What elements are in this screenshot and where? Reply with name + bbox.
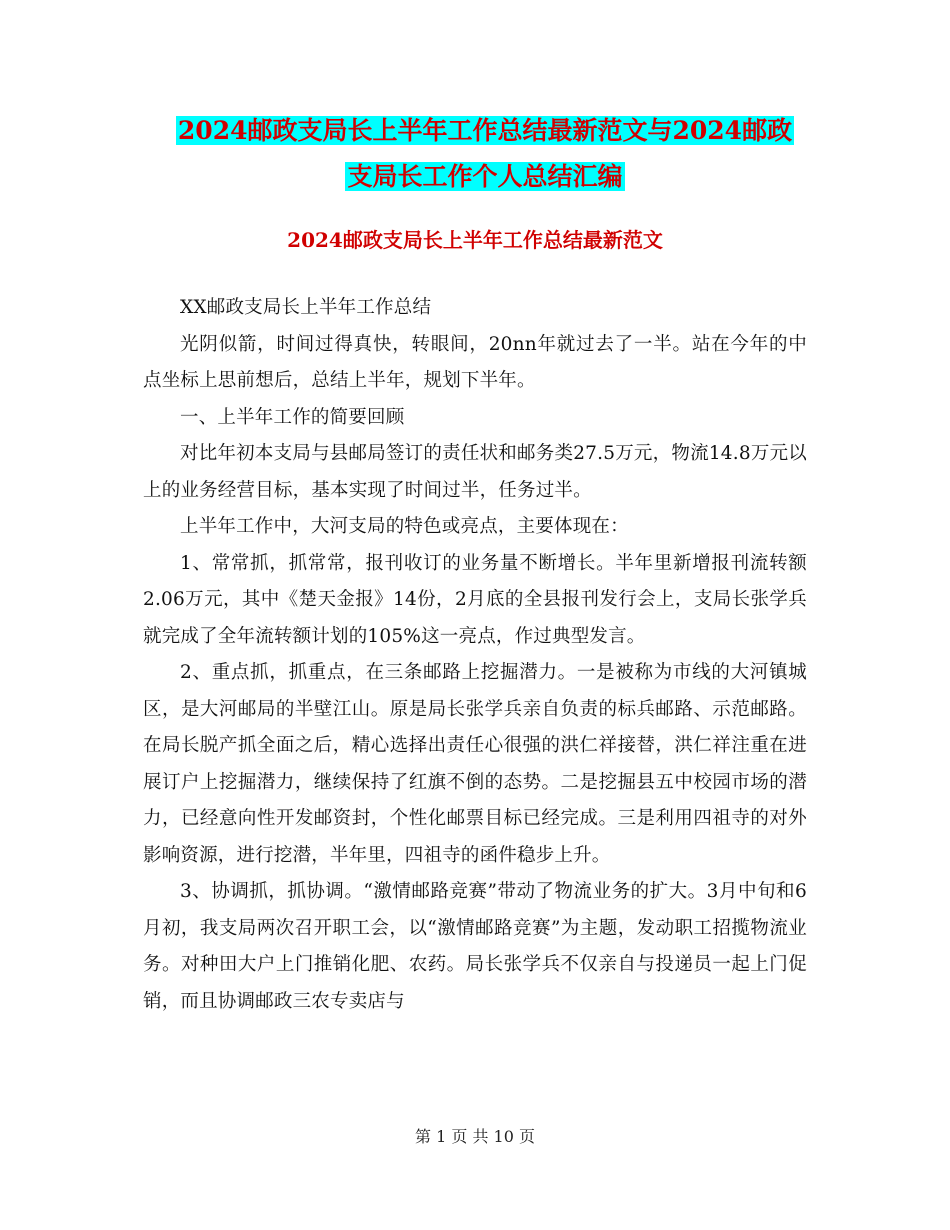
document-title — [140, 108, 830, 200]
paragraph: 1、常常抓，抓常常，报刊收订的业务量不断增长。半年里新增报刊流转额2.06万元，其中《楚天金报》14份，2月底的全县报刊发行会上，支局长张学兵就完成了全年流转额计划的105%这一亮点，作过典型发言。 — [143, 552, 807, 647]
section-heading: 2024邮政支局长上半年工作总结最新范文 — [287, 228, 663, 252]
title-line-2: 支局长工作个人总结汇编 — [347, 162, 623, 191]
title-line-1: 2024邮政支局长上半年工作总结最新范文与2024邮政 — [177, 116, 793, 145]
paragraph: 上半年工作中，大河支局的特色或亮点，主要体现在： — [180, 516, 629, 537]
paragraph: 光阴似箭，时间过得真快，转眼间，20nn年就过去了一半。站在今年的中点坐标上思前想后，总结上半年，规划下半年。 — [143, 333, 807, 391]
paragraph: 一、上半年工作的简要回顾 — [180, 406, 405, 428]
paragraph: XX邮政支局长上半年工作总结 — [180, 297, 432, 318]
document-body — [143, 290, 807, 1020]
page-footer: 第 1 页 共 10 页 — [415, 1127, 535, 1146]
paragraph: 对比年初本支局与县邮局签订的责任状和邮务类27.5万元，物流14.8万元以上的业务经营目标，基本实现了时间过半，任务过半。 — [143, 443, 807, 501]
paragraph: 3、协调抓，抓协调。“激情邮路竞赛”带动了物流业务的扩大。3月中旬和6月初，我支局两次召开职工会，以“激情邮路竞赛”为主题，发动职工招揽物流业务。对种田大户上门推销化肥、农药。局长张学兵不仅亲自与投递员一起上门促销，而且协调邮政三农专卖店与 — [143, 881, 807, 1012]
paragraph: 2、重点抓，抓重点，在三条邮路上挖掘潜力。一是被称为市线的大河镇城区，是大河邮局的半壁江山。原是局长张学兵亲自负责的标兵邮路、示范邮路。在局长脱产抓全面之后，精心选择出责任心很强的洪仁祥接替，洪仁祥注重在进展订户上挖掘潜力，继续保持了红旗不倒的态势。二是挖掘县五中校园市场的潜力，已经意向性开发邮资封，个性化邮票目标已经完成。三是利用四祖寺的对外影响资源，进行挖潜，半年里，四祖寺的函件稳步上升。 — [143, 662, 807, 866]
